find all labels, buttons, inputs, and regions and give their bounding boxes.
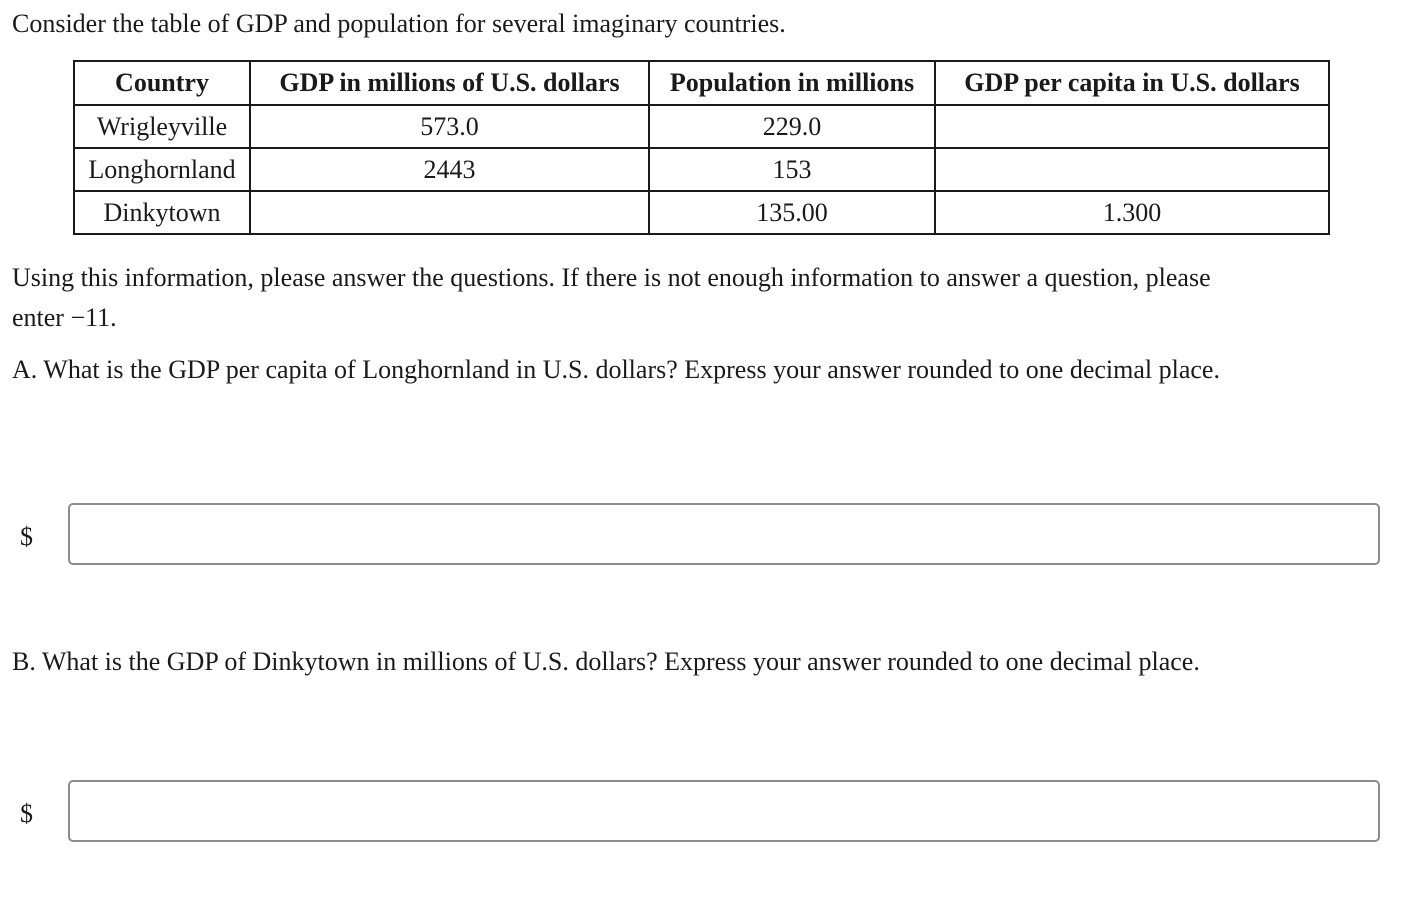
header-population: Population in millions	[649, 61, 935, 105]
cell-population: 229.0	[649, 105, 935, 148]
table-row	[74, 105, 1329, 148]
cell-country: Longhornland	[74, 148, 250, 191]
header-gdp-per-capita: GDP per capita in U.S. dollars	[935, 61, 1329, 105]
cell-gdp-per-capita	[935, 148, 1329, 191]
cell-gdp-per-capita: 1.300	[935, 191, 1329, 234]
dollar-sign-b: $	[20, 799, 33, 828]
question-b-text: B. What is the GDP of Dinkytown in millions of U.S. dollars? Express your answer rounded to one decimal place.	[12, 647, 1200, 676]
cell-population: 153	[649, 148, 935, 191]
cell-country: Dinkytown	[74, 191, 250, 234]
question-a-text: A. What is the GDP per capita of Longhornland in U.S. dollars? Express your answer rounded to one decimal place.	[12, 355, 1220, 384]
cell-country: Wrigleyville	[74, 105, 250, 148]
header-country: Country	[74, 61, 250, 105]
instructions-text	[12, 258, 1342, 338]
answer-b-input[interactable]	[68, 780, 1380, 842]
gdp-table	[73, 60, 1330, 235]
table-row	[74, 191, 1329, 234]
table-row	[74, 148, 1329, 191]
cell-gdp: 573.0	[250, 105, 649, 148]
header-gdp: GDP in millions of U.S. dollars	[250, 61, 649, 105]
dollar-sign-a: $	[20, 522, 33, 551]
table-header-row	[74, 61, 1329, 105]
cell-gdp	[250, 191, 649, 234]
cell-gdp-per-capita	[935, 105, 1329, 148]
instructions-line-1: Using this information, please answer the questions. If there is not enough information to answer a question, please	[12, 263, 1211, 292]
answer-a-input[interactable]	[68, 503, 1380, 565]
cell-gdp: 2443	[250, 148, 649, 191]
intro-text: Consider the table of GDP and population for several imaginary countries.	[12, 9, 786, 38]
instructions-line-2: enter −11.	[12, 303, 117, 332]
cell-population: 135.00	[649, 191, 935, 234]
